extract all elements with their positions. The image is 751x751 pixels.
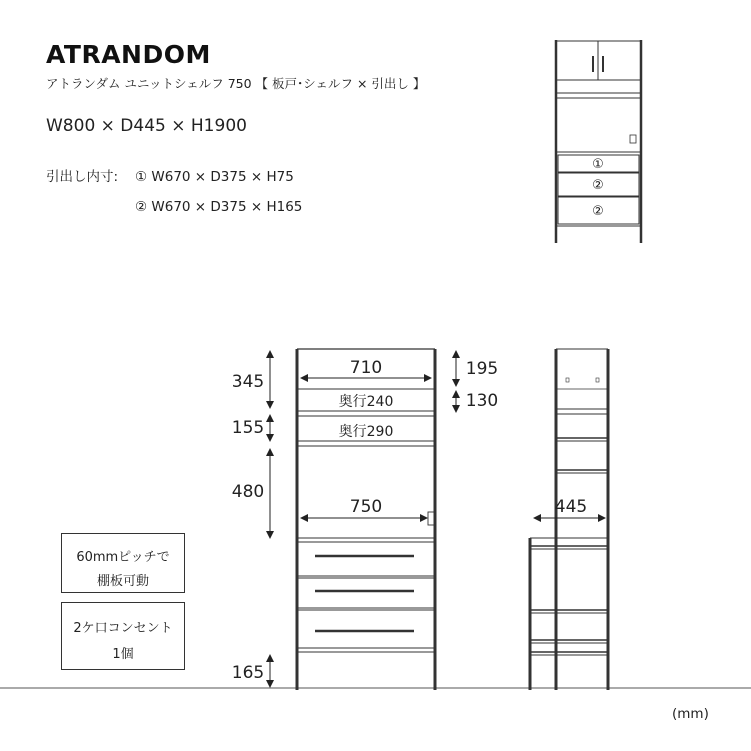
dim-480: 480 [231,482,265,502]
dim-155: 155 [231,418,265,438]
pitch-note-box [61,533,185,593]
shelf-depth-290: 奥行290 [338,424,394,440]
shelf-depth-240: 奥行240 [338,394,394,410]
thumb-drawer-mark-1: ① [592,157,604,172]
dim-top-width: 710 [349,358,383,378]
thumb-drawer-mark-3: ② [592,204,604,219]
dim-195: 195 [465,359,499,379]
product-title: ATRANDOM [46,40,211,69]
unit-label: (mm) [672,706,709,722]
product-subtitle: アトランダム ユニットシェルフ 750 【 板戸･シェルフ × 引出し 】 [46,76,426,91]
dim-side-depth: 445 [554,497,588,517]
dim-165: 165 [231,663,265,683]
dim-body-width: 750 [349,497,383,517]
overall-size: W800 × D445 × H1900 [46,116,247,136]
outlet-note-line2: 1個 [112,647,134,662]
drawer-2-size: ② W670 × D375 × H165 [135,199,303,215]
dim-130: 130 [465,391,499,411]
thumb-drawer-mark-2: ② [592,178,604,193]
outlet-note-line1: 2ケ口コンセント [73,621,173,636]
drawer-1-size: ① W670 × D375 × H75 [135,169,294,185]
drawer-inner-label: 引出し内寸: [46,169,119,185]
pitch-note-line1: 60mmピッチで [76,550,170,565]
pitch-note-line2: 棚板可動 [96,574,149,589]
dim-345: 345 [231,372,265,392]
outlet-note-box [61,602,185,670]
side-view [530,349,608,690]
